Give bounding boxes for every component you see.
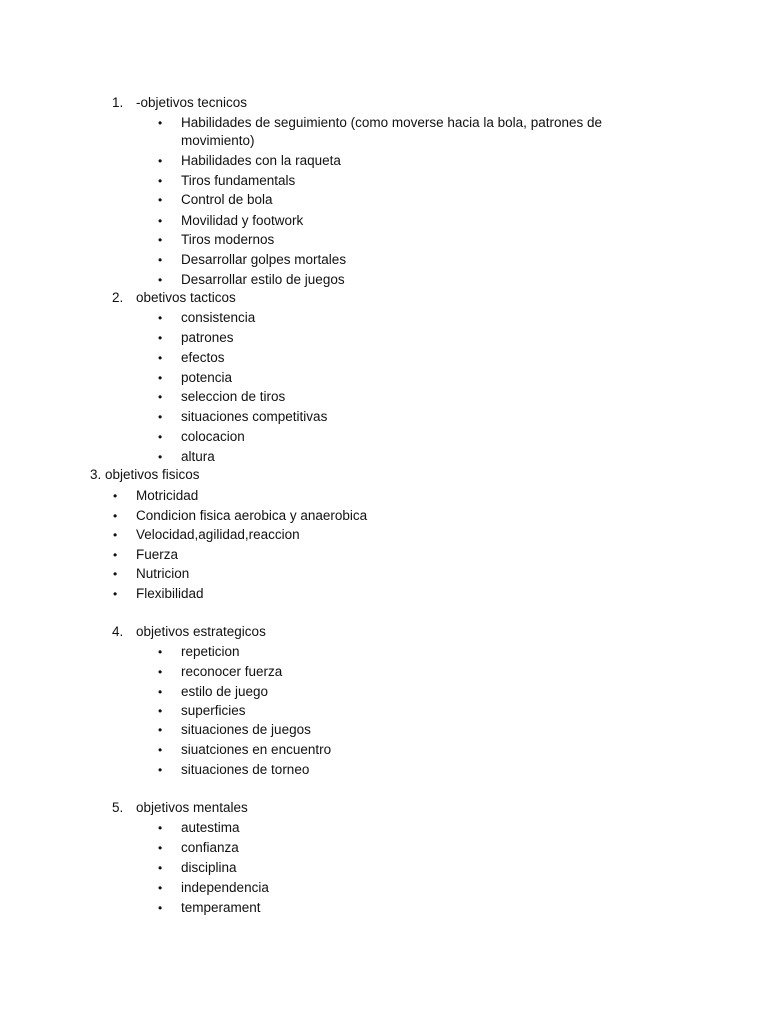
list-item-text: movimiento) bbox=[181, 133, 255, 148]
bullet-icon: • bbox=[158, 881, 163, 895]
bullet-icon: • bbox=[158, 154, 163, 168]
section-title: obetivos tacticos bbox=[136, 290, 236, 305]
list-item-text: altura bbox=[181, 449, 215, 464]
bullet-icon: • bbox=[158, 116, 163, 130]
list-item-text: Velocidad,agilidad,reaccion bbox=[136, 527, 300, 542]
bullet-icon: • bbox=[158, 273, 163, 287]
bullet-icon: • bbox=[113, 587, 118, 601]
bullet-icon: • bbox=[158, 450, 163, 464]
list-item-text: siuatciones en encuentro bbox=[181, 742, 332, 757]
list-item-text: Desarrollar estilo de juegos bbox=[181, 272, 345, 287]
bullet-icon: • bbox=[158, 901, 163, 915]
bullet-icon: • bbox=[113, 509, 118, 523]
list-item-text: Tiros modernos bbox=[181, 232, 275, 247]
bullet-icon: • bbox=[158, 174, 163, 188]
list-item-text: independencia bbox=[181, 880, 269, 895]
bullet-icon: • bbox=[158, 351, 163, 365]
list-item-text: Fuerza bbox=[136, 547, 179, 562]
bullet-icon: • bbox=[158, 233, 163, 247]
bullet-icon: • bbox=[113, 489, 118, 503]
bullet-icon: • bbox=[158, 214, 163, 228]
list-item-text: Flexibilidad bbox=[136, 586, 204, 601]
bullet-icon: • bbox=[158, 253, 163, 267]
bullet-icon: • bbox=[158, 704, 163, 718]
list-item-text: superficies bbox=[181, 703, 246, 718]
bullet-icon: • bbox=[158, 743, 163, 757]
list-item-text: Tiros fundamentals bbox=[181, 173, 296, 188]
list-item-text: confianza bbox=[181, 840, 239, 855]
list-item-text: disciplina bbox=[181, 860, 237, 875]
list-item-text: efectos bbox=[181, 350, 225, 365]
list-item-text: repeticion bbox=[181, 644, 240, 659]
bullet-icon: • bbox=[158, 841, 163, 855]
bullet-icon: • bbox=[113, 528, 118, 542]
bullet-icon: • bbox=[158, 331, 163, 345]
list-item-text: Control de bola bbox=[181, 192, 273, 207]
list-item-text: Desarrollar golpes mortales bbox=[181, 252, 347, 267]
list-item-text: autestima bbox=[181, 820, 240, 835]
list-item-text: potencia bbox=[181, 370, 233, 385]
section-number: 1. bbox=[112, 95, 124, 110]
section-title: -objetivos tecnicos bbox=[136, 95, 248, 110]
list-item-text: situaciones competitivas bbox=[181, 409, 328, 424]
list-item-text: Nutricion bbox=[136, 566, 190, 581]
section-number: 5. bbox=[112, 800, 124, 815]
section-title: objetivos estrategicos bbox=[136, 624, 266, 639]
bullet-icon: • bbox=[158, 311, 163, 325]
bullet-icon: • bbox=[158, 371, 163, 385]
list-item-text: patrones bbox=[181, 330, 234, 345]
bullet-icon: • bbox=[158, 665, 163, 679]
list-item-text: estilo de juego bbox=[181, 684, 269, 699]
bullet-icon: • bbox=[158, 821, 163, 835]
section-number: 4. bbox=[112, 624, 124, 639]
list-item-text: reconocer fuerza bbox=[181, 664, 283, 679]
bullet-icon: • bbox=[158, 193, 163, 207]
list-item-text: temperament bbox=[181, 900, 261, 915]
list-item-text: Habilidades de seguimiento (como moverse hacia la bola, patrones de bbox=[181, 115, 602, 130]
bullet-icon: • bbox=[158, 723, 163, 737]
list-item-text: colocacion bbox=[181, 429, 245, 444]
bullet-icon: • bbox=[113, 548, 118, 562]
list-item-text: seleccion de tiros bbox=[181, 389, 286, 404]
bullet-icon: • bbox=[158, 861, 163, 875]
bullet-icon: • bbox=[158, 390, 163, 404]
list-item-text: consistencia bbox=[181, 310, 256, 325]
list-item-text: Habilidades con la raqueta bbox=[181, 153, 341, 168]
list-item-text: situaciones de juegos bbox=[181, 722, 311, 737]
bullet-icon: • bbox=[158, 430, 163, 444]
bullet-icon: • bbox=[158, 685, 163, 699]
bullet-icon: • bbox=[113, 567, 118, 581]
list-item-text: situaciones de torneo bbox=[181, 762, 310, 777]
list-item-text: Movilidad y footwork bbox=[181, 213, 304, 228]
section-title: 3. objetivos fisicos bbox=[90, 467, 200, 482]
bullet-icon: • bbox=[158, 410, 163, 424]
section-title: objetivos mentales bbox=[136, 800, 248, 815]
bullet-icon: • bbox=[158, 645, 163, 659]
list-item-text: Condicion fisica aerobica y anaerobica bbox=[136, 508, 368, 523]
section-number: 2. bbox=[112, 290, 124, 305]
bullet-icon: • bbox=[158, 763, 163, 777]
list-item-text: Motricidad bbox=[136, 488, 199, 503]
